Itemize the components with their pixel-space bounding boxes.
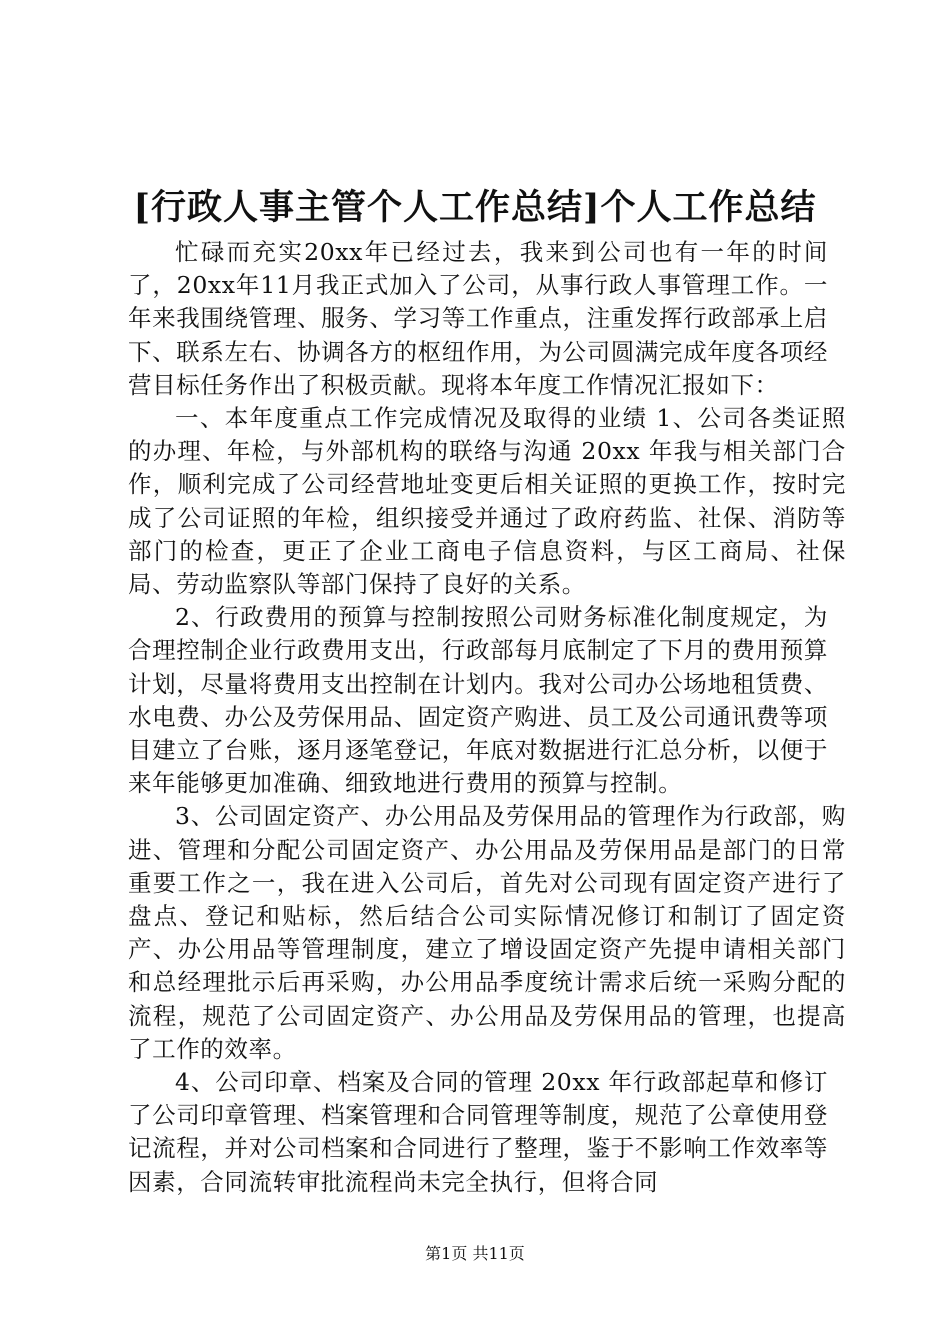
paragraph-intro: 忙碌而充实20xx年已经过去，我来到公司也有一年的时间了，20xx年11月我正式加入了公司，从事行政人事管理工作。一年来我围绕管理、服务、学习等工作重点，注重发挥行政部承上启下、联系左右、协调各方的枢纽作用，为公司圆满完成年度各项经营目标任务作出了积极贡献。现将本年度工作情况汇报如下： <box>128 238 828 399</box>
page-footer: 第1页 共11页 <box>425 1244 525 1263</box>
paragraph-item-2: 2、行政费用的预算与控制按照公司财务标准化制度规定，为合理控制企业行政费用支出，行政部每月底制定了下月的费用预算计划，尽量将费用支出控制在计划内。我对公司办公场地租赁费、水电费、办公及劳保用品、固定资产购进、员工及公司通讯费等项目建立了台账，逐月逐笔登记，年底对数据进行汇总分析，以便于来年能够更加准确、细致地进行费用的预算与控制。 <box>128 603 828 798</box>
document-title: [行政人事主管个人工作总结]个人工作总结 <box>133 187 817 228</box>
paragraph-item-3: 3、公司固定资产、办公用品及劳保用品的管理作为行政部，购进、管理和分配公司固定资产、办公用品及劳保用品是部门的日常重要工作之一，我在进入公司后，首先对公司现有固定资产进行了盘点、登记和贴标，然后结合公司实际情况修订和制订了固定资产、办公用品等管理制度，建立了增设固定资产先提申请相关部门和总经理批示后再采购，办公用品季度统计需求后统一采购分配的流程，规范了公司固定资产、办公用品及劳保用品的管理，也提高了工作的效率。 <box>128 802 846 1063</box>
paragraph-item-4: 4、公司印章、档案及合同的管理 20xx 年行政部起草和修订了公司印章管理、档案管理和合同管理等制度，规范了公章使用登记流程，并对公司档案和合同进行了整理，鉴于不影响工作效率等因素，合同流转审批流程尚未完全执行，但将合同 <box>128 1068 828 1196</box>
paragraph-section-1: 一、本年度重点工作完成情况及取得的业绩 1、公司各类证照的办理、年检，与外部机构的联络与沟通 20xx 年我与相关部门合作，顺利完成了公司经营地址变更后相关证照的更换工作，按时完成了公司证照的年检，组织接受并通过了政府药监、社保、消防等部门的检查，更正了企业工商电子信息资料，与区工商局、社保局、劳动监察队等部门保持了良好的关系。 <box>128 404 846 599</box>
document-body <box>128 236 846 1199</box>
